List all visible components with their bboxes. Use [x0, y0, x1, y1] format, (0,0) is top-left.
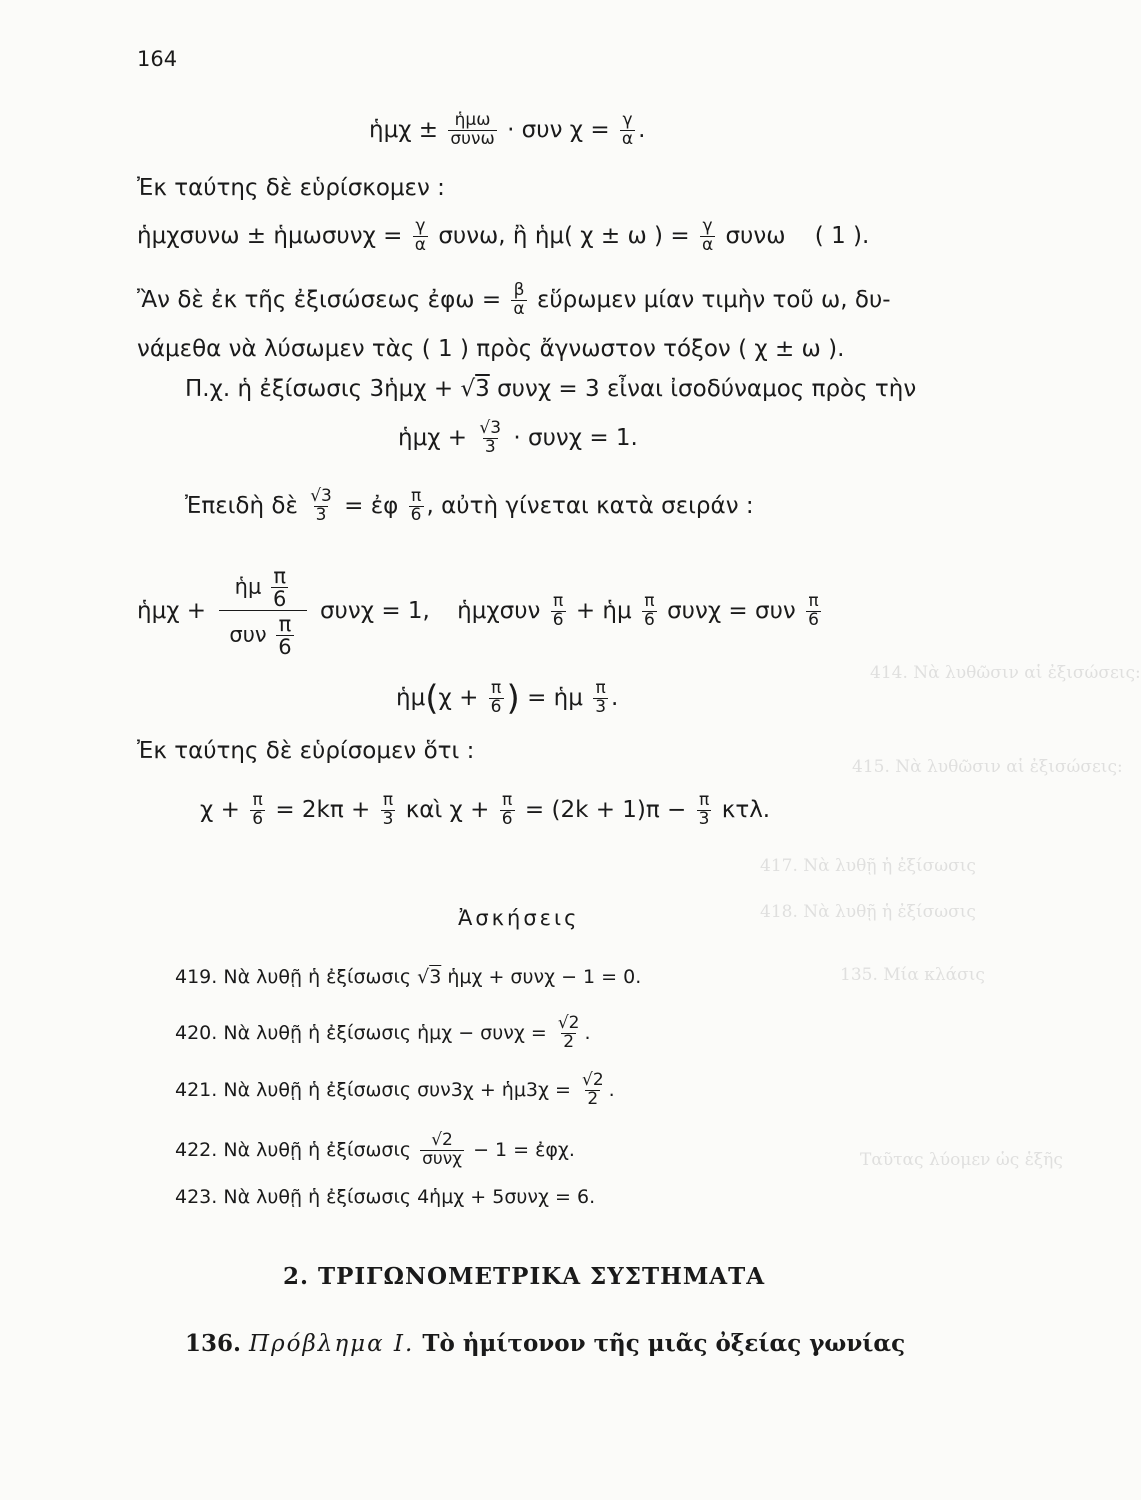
section-title: 2. ΤΡΙΓΩΝΟΜΕΤΡΙΚΑ ΣΥΣΤΗΜΑΤΑ — [283, 1263, 766, 1290]
equation-5: ἡμχ + $\frac{√3}{3}$ · συνχ = 1. — [398, 418, 638, 457]
bleed-through-text: 414. Νὰ λυθῶσιν αἱ ἐξισώσεις: — [870, 663, 1141, 683]
page-number: 164 — [137, 47, 178, 71]
bleed-through-text: 418. Νὰ λυθῇ ἡ ἐξίσωσις — [760, 902, 976, 922]
bleed-through-text: 415. Νὰ λυθῶσιν αἱ ἐξισώσεις: — [852, 757, 1123, 777]
text-line: νάμεθα νὰ λύσωμεν τὰς ( 1 ) πρὸς ἄγνωστον τόξον ( χ ± ω ). — [137, 336, 845, 362]
problem-line: 136. Πρόβλημα Ι. Τὸ ἡμίτονον τῆς μιᾶς ὀξείας γωνίας — [185, 1330, 906, 1357]
exercise-420: 420. Νὰ λυθῇ ἡ ἐξίσωσις ἡμχ − συνχ = $\frac{√2}{2}$ . — [175, 1013, 591, 1052]
exercises-heading: Ἀσκήσεις — [458, 906, 580, 930]
text-line: Ἐκ ταύτης δὲ εὑρίσομεν ὅτι : — [137, 738, 475, 764]
equation-7: ἡμχ + ἡμ $\frac{\pi}{6}$ συν $\frac{\pi}{6}$ συνχ = 1, ἡμχσυν $\frac{\pi}{6}$ + ἡμ $\frac{\pi}{6}$ συνχ = συν $\frac{\pi}{6}$ — [137, 564, 819, 660]
bleed-through-text: Ταῦτας λύομεν ὡς ἑξῆς — [860, 1150, 1063, 1170]
equation-3: Ἂν δὲ ἐκ τῆς ἐξισώσεως ἐφω = $\frac{\beta}{\alpha}$ εὕρωμεν μίαν τιμὴν τοῦ ω, δυ- — [137, 280, 891, 319]
equation-4: Π.χ. ἡ ἐξίσωσις 3ἡμχ + √3 συνχ = 3 εἶναι ἰσοδύναμος πρὸς τὴν — [185, 376, 917, 402]
equation-1: ἡμχ ± $\frac{\text{ἡμω}}{\text{συνω}}$ · συν χ = $\frac{\gamma}{\alpha}$ . — [369, 110, 646, 149]
equation-8: ἡμ(χ + $\frac{\pi}{6}$ ) = ἡμ $\frac{\pi}{3}$ . — [396, 678, 619, 719]
exercise-423: 423. Νὰ λυθῇ ἡ ἐξίσωσις 4ἡμχ + 5συνχ = 6. — [175, 1186, 596, 1208]
exercise-419: 419. Νὰ λυθῇ ἡ ἐξίσωσις √3 ἡμχ + συνχ − 1 = 0. — [175, 966, 642, 988]
text-line: Ἐκ ταύτης δὲ εὑρίσκομεν : — [137, 175, 445, 201]
bleed-through-text: 417. Νὰ λυθῇ ἡ ἐξίσωσις — [760, 856, 976, 876]
equation-6: Ἐπειδὴ δὲ $\frac{√3}{3}$ = ἐφ $\frac{\pi}{6}$ , αὐτὴ γίνεται κατὰ σειράν : — [185, 486, 754, 525]
equation-2: ἡμχσυνω ± ἡμωσυνχ = $\frac{\gamma}{\alpha}$ συνω, ἢ ἡμ( χ ± ω ) = $\frac{\gamma}{\alpha}$ συνω ( 1 ). — [137, 216, 870, 255]
exercise-422: 422. Νὰ λυθῇ ἡ ἐξίσωσις $\frac{√2}{\text{συνχ}}$ − 1 = ἐφχ. — [175, 1130, 575, 1169]
exercise-421: 421. Νὰ λυθῇ ἡ ἐξίσωσις συν3χ + ἡμ3χ = $\frac{√2}{2}$ . — [175, 1070, 615, 1109]
bleed-through-text: 135. Μία κλάσις — [840, 965, 985, 985]
equation-9: χ + $\frac{\pi}{6}$ = 2kπ + $\frac{\pi}{3}$ καὶ χ + $\frac{\pi}{6}$ = (2k + 1)π − $\frac{\pi}{3}$ κτλ. — [200, 790, 771, 829]
